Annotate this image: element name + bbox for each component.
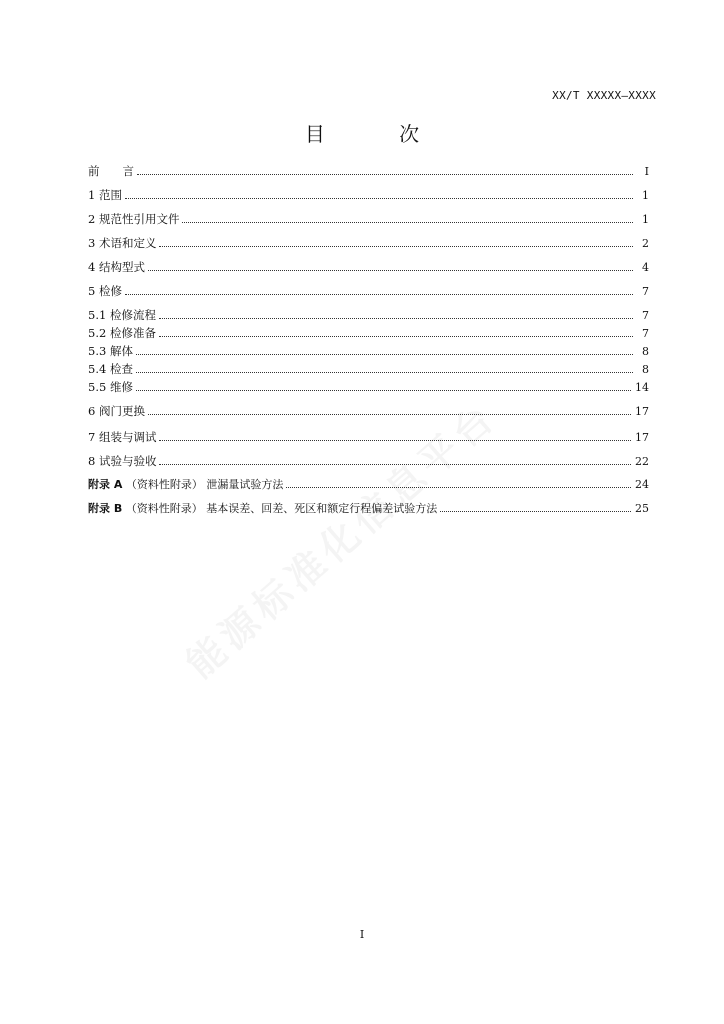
toc-leader bbox=[136, 390, 631, 391]
toc-label: 5.4 检查 bbox=[88, 362, 133, 376]
toc-page: 8 bbox=[642, 363, 649, 376]
toc-page: 1 bbox=[642, 189, 649, 202]
toc-title: 目 次 bbox=[304, 122, 454, 146]
page-number: I bbox=[359, 928, 365, 941]
appendix-prefix: 附录 A bbox=[88, 478, 123, 491]
toc-label: 2 规范性引用文件 bbox=[88, 212, 180, 226]
toc-entry-5-4[interactable] bbox=[88, 361, 649, 377]
toc-entry-testing[interactable] bbox=[88, 453, 649, 469]
toc-leader bbox=[136, 372, 633, 373]
toc-label: 5.2 检修准备 bbox=[88, 326, 156, 340]
toc-entry-normative-references[interactable] bbox=[88, 211, 649, 227]
toc-page: 1 bbox=[642, 213, 649, 226]
toc-page: 7 bbox=[642, 285, 649, 298]
toc-leader bbox=[286, 487, 631, 488]
toc-leader bbox=[125, 294, 633, 295]
toc-label bbox=[88, 501, 440, 517]
standard-number: XX/T XXXXX—XXXX bbox=[552, 89, 656, 102]
toc-leader bbox=[137, 174, 633, 175]
toc-label: 3 术语和定义 bbox=[88, 236, 157, 250]
toc-page: 7 bbox=[642, 327, 649, 340]
toc-page: 8 bbox=[642, 345, 649, 358]
toc-entry-appendix-a[interactable] bbox=[88, 477, 649, 493]
toc-page: 14 bbox=[635, 381, 649, 394]
toc-entry-valve-replacement[interactable] bbox=[88, 403, 649, 419]
toc-entry-appendix-b[interactable] bbox=[88, 501, 649, 517]
toc-entry-5-5[interactable] bbox=[88, 379, 649, 395]
toc-page: 24 bbox=[635, 478, 649, 491]
toc-label: 5 检修 bbox=[88, 284, 122, 298]
toc-page: 22 bbox=[635, 455, 649, 468]
toc-page: 17 bbox=[635, 431, 649, 444]
toc-leader bbox=[159, 440, 631, 441]
toc-leader bbox=[148, 270, 633, 271]
toc-leader bbox=[159, 336, 633, 337]
toc-page: 2 bbox=[642, 237, 649, 250]
toc-entry-5-1[interactable] bbox=[88, 307, 649, 323]
toc-label: 7 组装与调试 bbox=[88, 430, 157, 444]
toc-entry-foreword[interactable] bbox=[88, 163, 649, 179]
toc-leader bbox=[159, 246, 633, 247]
toc-page: 7 bbox=[642, 309, 649, 322]
toc-label: 5.3 解体 bbox=[88, 344, 133, 358]
toc-leader bbox=[159, 318, 633, 319]
toc-leader bbox=[136, 354, 633, 355]
toc-leader bbox=[182, 222, 633, 223]
toc-leader bbox=[159, 464, 631, 465]
toc-entry-scope[interactable] bbox=[88, 187, 649, 203]
toc-entry-structure[interactable] bbox=[88, 259, 649, 275]
toc-page: 25 bbox=[635, 502, 649, 515]
toc-label bbox=[88, 477, 286, 493]
toc-label: 1 范围 bbox=[88, 188, 122, 202]
toc-page: I bbox=[644, 165, 649, 178]
toc-entry-5-2[interactable] bbox=[88, 325, 649, 341]
toc-label: 8 试验与验收 bbox=[88, 454, 157, 468]
toc-page: 17 bbox=[635, 405, 649, 418]
toc-page: 4 bbox=[642, 261, 649, 274]
toc-entry-terms[interactable] bbox=[88, 235, 649, 251]
toc-label: 4 结构型式 bbox=[88, 260, 145, 274]
toc-leader bbox=[440, 511, 631, 512]
appendix-prefix: 附录 B bbox=[88, 502, 123, 515]
appendix-title: （资料性附录） 基本误差、回差、死区和额定行程偏差试验方法 bbox=[125, 502, 438, 515]
toc-label: 前 言 bbox=[88, 164, 134, 178]
toc-label: 5.1 检修流程 bbox=[88, 308, 156, 322]
toc-entry-5-3[interactable] bbox=[88, 343, 649, 359]
toc-leader bbox=[148, 414, 631, 415]
toc-label: 6 阀门更换 bbox=[88, 404, 145, 418]
appendix-title: （资料性附录） 泄漏量试验方法 bbox=[125, 478, 284, 491]
toc-entry-maintenance[interactable] bbox=[88, 283, 649, 299]
toc-label: 5.5 维修 bbox=[88, 380, 133, 394]
toc-leader bbox=[125, 198, 633, 199]
toc-entry-assembly[interactable] bbox=[88, 429, 649, 445]
